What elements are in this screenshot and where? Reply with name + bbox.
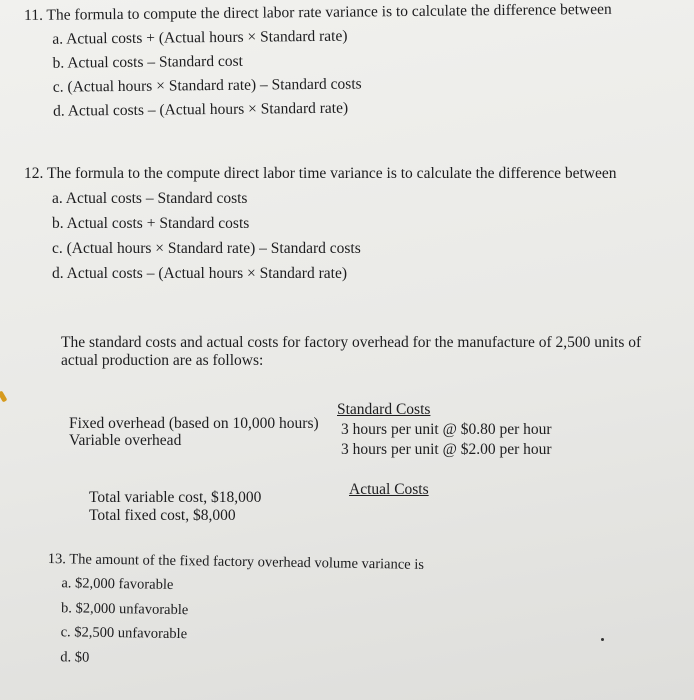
question-13-stem: 13. The amount of the fixed factory overhead volume variance is [47, 550, 425, 573]
question-12 [24, 161, 616, 286]
total-variable-cost: Total variable cost, $18,000 [89, 489, 262, 506]
question-13-option-d: d. $0 [60, 648, 90, 666]
question-13 [46, 547, 424, 675]
question-12-stem: 12. The formula to the compute direct labor time variance is to calculate the difference between [24, 165, 617, 182]
fixed-overhead-label: Fixed overhead (based on 10,000 hours) [69, 415, 319, 432]
question-12-option-b: b. Actual costs + Standard costs [52, 215, 250, 232]
question-13-option-a: a. $2,000 favorable [61, 575, 174, 593]
question-12-option-c: c. (Actual hours × Standard rate) – Standard costs [52, 240, 361, 257]
fixed-overhead-standard: 3 hours per unit @ $0.80 per hour [341, 421, 552, 438]
actual-costs-heading: Actual Costs [349, 481, 429, 498]
standard-costs-heading: Standard Costs [337, 401, 431, 418]
question-13-option-b: b. $2,000 unfavorable [60, 599, 189, 618]
ink-dot [601, 638, 604, 641]
highlighter-mark [0, 390, 7, 402]
question-11 [24, 0, 613, 124]
question-11-option-c: c. (Actual hours × Standard rate) – Standard costs [52, 75, 362, 96]
question-12-option-d: d. Actual costs – (Actual hours × Standard rate) [52, 265, 347, 282]
overhead-intro-text: The standard costs and actual costs for factory overhead for the manufacture of 2,500 units of actual production are as follows: [61, 334, 642, 369]
variable-overhead-standard: 3 hours per unit @ $2.00 per hour [341, 441, 552, 458]
question-11-stem: 11. The formula to compute the direct labor rate variance is to calculate the difference between [24, 0, 612, 24]
variable-overhead-label: Variable overhead [69, 432, 182, 449]
question-11-option-a: a. Actual costs + (Actual hours × Standard rate) [52, 27, 348, 48]
total-fixed-cost: Total fixed cost, $8,000 [89, 507, 236, 524]
question-13-option-c: c. $2,500 unfavorable [60, 624, 188, 643]
question-11-option-b: b. Actual costs – Standard cost [52, 52, 243, 72]
question-12-option-a: a. Actual costs – Standard costs [52, 190, 248, 207]
question-11-option-d: d. Actual costs – (Actual hours × Standard rate) [53, 99, 349, 120]
